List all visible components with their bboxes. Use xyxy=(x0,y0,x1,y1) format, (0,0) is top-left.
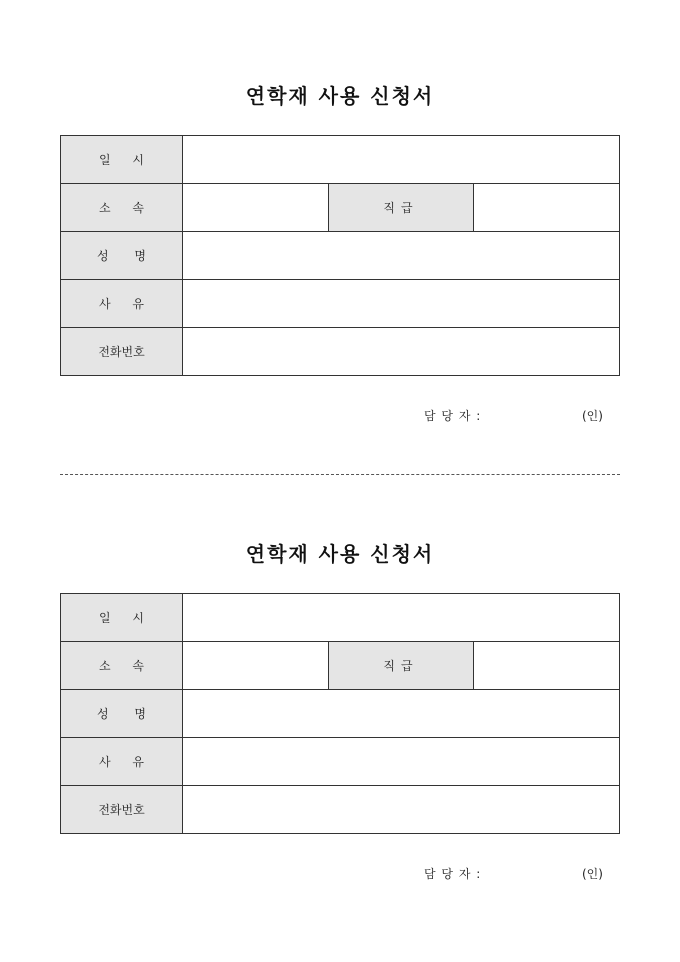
name-field[interactable] xyxy=(183,690,620,738)
cut-line-divider xyxy=(60,474,620,475)
signature-line xyxy=(0,407,680,423)
date-label: 일 시 xyxy=(61,136,183,184)
row-name xyxy=(61,232,620,280)
phone-label: 전화번호 xyxy=(61,786,183,834)
row-affiliation xyxy=(61,642,620,690)
manager-label: 담 당 자 : xyxy=(424,409,482,423)
reason-label: 사 유 xyxy=(61,280,183,328)
manager-label: 담 당 자 : xyxy=(424,867,482,881)
row-phone xyxy=(61,786,620,834)
name-label: 성 명 xyxy=(61,690,183,738)
reason-label: 사 유 xyxy=(61,738,183,786)
position-label: 직급 xyxy=(328,184,474,232)
row-affiliation xyxy=(61,184,620,232)
application-table xyxy=(60,135,620,376)
phone-label: 전화번호 xyxy=(61,328,183,376)
date-field[interactable] xyxy=(183,136,620,184)
row-date xyxy=(61,594,620,642)
phone-field[interactable] xyxy=(183,328,620,376)
row-phone xyxy=(61,328,620,376)
name-field[interactable] xyxy=(183,232,620,280)
application-table xyxy=(60,593,620,834)
signature-line xyxy=(0,865,680,881)
form-title: 연학재 사용 신청서 xyxy=(245,542,435,566)
affiliation-label: 소 속 xyxy=(61,184,183,232)
date-label: 일 시 xyxy=(61,594,183,642)
row-reason xyxy=(61,738,620,786)
row-reason xyxy=(61,280,620,328)
date-field[interactable] xyxy=(183,594,620,642)
affiliation-label: 소 속 xyxy=(61,642,183,690)
affiliation-field[interactable] xyxy=(183,184,329,232)
affiliation-field[interactable] xyxy=(183,642,329,690)
reason-field[interactable] xyxy=(183,280,620,328)
position-field[interactable] xyxy=(474,642,620,690)
position-field[interactable] xyxy=(474,184,620,232)
phone-field[interactable] xyxy=(183,786,620,834)
name-label: 성 명 xyxy=(61,232,183,280)
position-label: 직급 xyxy=(328,642,474,690)
reason-field[interactable] xyxy=(183,738,620,786)
seal-label: (인) xyxy=(582,867,603,881)
seal-label: (인) xyxy=(582,409,603,423)
row-name xyxy=(61,690,620,738)
form-title: 연학재 사용 신청서 xyxy=(245,84,435,108)
row-date xyxy=(61,136,620,184)
